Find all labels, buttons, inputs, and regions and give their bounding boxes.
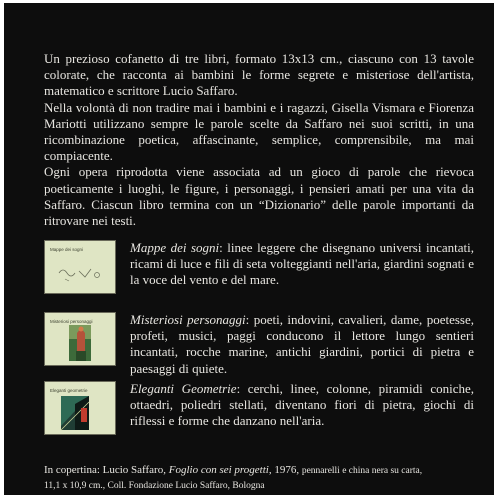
credit-prefix: In copertina: Lucio Saffaro, — [44, 464, 169, 476]
line-drawing-illustration — [45, 241, 115, 293]
intro-text — [44, 51, 474, 229]
credit-line-2: 11,1 x 10,9 cm., Coll. Fondazione Lucio Saffaro, Bologna — [44, 481, 265, 491]
book-thumbnail-misteriosi — [44, 312, 116, 366]
credit-medium: pennarelli e china nera su carta, — [301, 466, 423, 476]
thumbnail-title: Mappe dei sogni — [50, 247, 84, 252]
book-entry-misteriosi — [44, 312, 474, 380]
credit-work-title: Foglio con sei progetti — [168, 464, 269, 476]
figure-painting-illustration — [45, 313, 115, 365]
thumbnail-title: Misteriosi personaggi — [50, 319, 93, 324]
book-entry-mappe — [44, 240, 474, 308]
intro-paragraph-1: Un prezioso cofanetto di tre libri, formato 13x13 cm., ciascuno con 13 tavole colorate, che racconta ai bambini le forme segrete e misteriose dell'artista, matematico e scrittore Lucio Saffaro. — [44, 51, 474, 99]
back-cover — [4, 3, 494, 495]
credit-line-1 — [44, 463, 484, 479]
book-title: Eleganti Geometrie — [130, 381, 237, 396]
book-thumbnail-mappe — [44, 240, 116, 294]
geometric-painting-illustration — [45, 382, 115, 434]
book-description-eleganti — [130, 381, 474, 430]
book-text: : poeti, indovini, cavalieri, dame, poetesse, profeti, musici, paggi conducono il lettore lungo sentieri incantati, rocche marine, antichi giardini, portici di pietra e paesaggi di quiete. — [130, 312, 474, 376]
book-title: Misteriosi personaggi — [130, 312, 246, 327]
cover-credit — [44, 463, 484, 494]
credit-year: , 1976, — [268, 464, 302, 476]
thumbnail-title: Eleganti geometrie — [50, 388, 88, 393]
intro-paragraph-2: Nella volontà di non tradire mai i bambini e i ragazzi, Gisella Vismara e Fiorenza Mariotti utilizzano sempre le parole scelte da Saffaro nei suoi scritti, in una ricombinazione poetica, affascinante, semplice, comprensibile, ma mai compiacente. — [44, 99, 474, 164]
book-description-misteriosi — [130, 312, 474, 377]
book-text: : cerchi, linee, colonne, piramidi coniche, ottaedri, poliedri stellati, diventano fiori di pietra, giochi di riflessi e forme che danzano nell'aria. — [130, 381, 474, 429]
book-description-mappe — [130, 240, 474, 289]
book-entry-eleganti — [44, 381, 474, 449]
book-text: : linee leggere che disegnano universi incantati, ricami di luce e fili di seta volteggianti nell'aria, giardini sognati e la voce del vento e del mare. — [130, 240, 474, 288]
book-title: Mappe dei sogni — [130, 240, 220, 255]
book-thumbnail-eleganti — [44, 381, 116, 435]
intro-paragraph-3: Ogni opera riprodotta viene associata ad un gioco di parole che rievoca poeticamente i luoghi, le figure, i personaggi, i pensieri amati per una vita da Saffaro. Ciascun libro termina con un “Dizionario” delle parole importanti da ritrovare nei testi. — [44, 164, 474, 229]
